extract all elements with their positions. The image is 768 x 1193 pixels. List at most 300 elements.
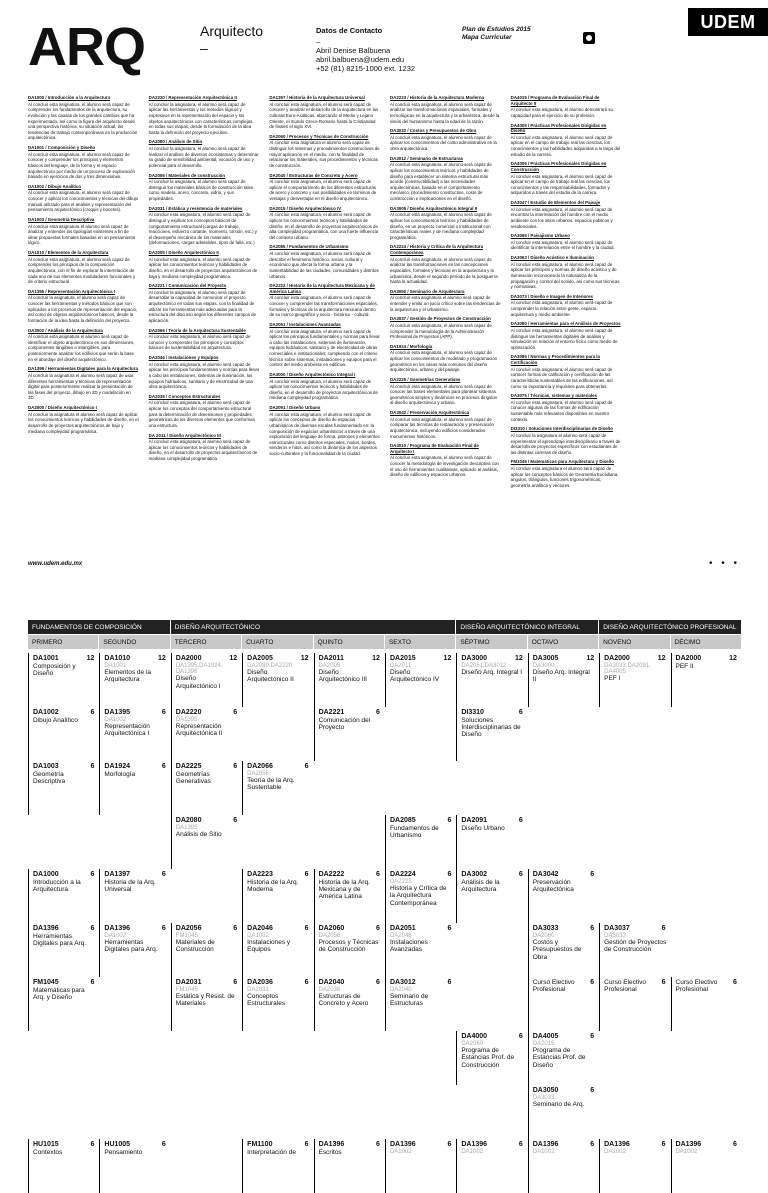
course-description-text: Al concluir esta asignatura, el alumno será capaz de analizar las transformaciones en las concepciones espaciales, formales y técnicas en la arquitectura y la urbanística, desde el segundo período de la postguerra hasta la actualidad. xyxy=(389,256,498,285)
course-name: Fundamentos de Urbanismo xyxy=(389,824,439,840)
course-cell[interactable] xyxy=(456,1139,527,1193)
course-prerequisites: DA2080,DA2220 xyxy=(247,662,293,669)
course-description xyxy=(390,128,501,152)
course-description xyxy=(511,123,622,158)
course-cell[interactable] xyxy=(314,1139,385,1193)
course-cell[interactable] xyxy=(314,869,385,923)
course-description xyxy=(149,328,260,352)
course-cell[interactable] xyxy=(99,869,170,923)
course-prerequisites: DA1002 xyxy=(104,716,127,723)
course-description xyxy=(511,95,622,119)
course-description-text: Al concluir esta asignatura, el alumno será capaz de identificar la interrelación entre el hombre y la ciudad. xyxy=(510,239,615,251)
course-description-title: DA1002 / Dibujo Analítico xyxy=(28,183,82,189)
course-description-title: DA1396 / Herramientas Digitales para la Arquitectura xyxy=(28,366,138,372)
course-description-title: DA2222 / Historia de la Arquitectura Mexicana y de América Latina xyxy=(269,283,375,294)
course-credits: 6 xyxy=(233,763,238,770)
course-credits: 6 xyxy=(733,1141,737,1148)
course-cell[interactable] xyxy=(171,653,242,707)
course-cell[interactable] xyxy=(242,977,313,1031)
course-description xyxy=(269,322,380,368)
udem-mark-icon xyxy=(583,32,595,44)
course-prerequisites: DA2011 xyxy=(389,662,412,669)
course-code: DA3033 xyxy=(532,925,559,932)
course-description xyxy=(269,405,380,457)
empty-cell xyxy=(242,1031,313,1085)
course-cell[interactable] xyxy=(314,977,385,1031)
semester-header: PRIMERO xyxy=(28,635,99,649)
course-description-title: DA3012 / Seminario de Estructuras xyxy=(389,155,463,161)
empty-cell xyxy=(314,1085,385,1139)
course-description-text: Al concluir esta asignatura, el alumno será capaz de aplicar los conocimientos teóricos y habilidades de diseño, en el desarrollo de proyectos arquitectónicos de mediana complejidad programática. xyxy=(148,439,258,461)
course-description xyxy=(511,321,622,350)
course-cell[interactable] xyxy=(314,653,385,707)
course-cell[interactable] xyxy=(171,923,242,977)
course-credits: 12 xyxy=(657,655,666,662)
course-cell[interactable] xyxy=(314,707,385,761)
course-prerequisites: DA1395,DA1924, DA1396 xyxy=(175,662,223,676)
empty-cell xyxy=(171,1139,242,1193)
course-prerequisites: DA1002 xyxy=(461,1148,484,1155)
course-cell[interactable] xyxy=(528,923,599,977)
course-description xyxy=(28,95,139,141)
course-cell[interactable] xyxy=(385,869,456,923)
empty-cell xyxy=(528,707,599,761)
course-description-title: DA2051 / Instalaciones Avanzadas xyxy=(269,321,341,327)
course-description-title: DA3073 / Diseño e Imagen de Interiores xyxy=(510,293,593,299)
course-cell[interactable] xyxy=(599,977,670,1031)
course-code: DA2225 xyxy=(175,763,202,770)
course-cell[interactable] xyxy=(242,653,313,707)
course-credits: 6 xyxy=(304,871,309,878)
course-description-title: DA3000 / Diseño Arquitectónico Integral I xyxy=(269,371,356,377)
course-cell[interactable] xyxy=(456,707,527,761)
course-name: Diseño Arq. Integral I xyxy=(461,669,523,677)
semester-header: TERCERO xyxy=(171,635,242,649)
course-description-title: DA3047 / Estudio de Elementos del Paisaje xyxy=(510,200,601,205)
course-cell[interactable] xyxy=(671,653,742,707)
course-credits: 6 xyxy=(590,1087,595,1094)
course-prerequisites: DA1002 xyxy=(389,1148,412,1155)
course-name: Herramientas Digitales para Arq. xyxy=(104,939,158,954)
course-credits: 6 xyxy=(161,763,166,770)
course-description xyxy=(511,200,622,229)
course-description-text: Al concluir esta asignatura, el alumno será capaz de conocer y comprender los principios y conceptos básicos de sustentabilidad en arquitectura. xyxy=(148,334,251,351)
course-prerequisites: DA1002 xyxy=(675,1148,698,1155)
course-code: DA1396 xyxy=(33,925,59,932)
course-cell[interactable] xyxy=(671,977,742,1031)
course-description-title: DA3075 / Técnicas, sistemas y materiales xyxy=(510,393,598,399)
contact-phone: +52 (81) 8215-1000 ext. 1232 xyxy=(316,64,416,73)
course-cell[interactable] xyxy=(99,1139,170,1193)
course-cell[interactable] xyxy=(242,761,313,815)
course-description-title: DA3065 / Paisajismo Urbano xyxy=(510,233,570,239)
course-row xyxy=(28,653,742,707)
course-description xyxy=(511,426,622,455)
empty-cell xyxy=(28,1031,99,1085)
course-credits: 6 xyxy=(376,979,380,986)
course-description xyxy=(511,354,622,389)
semester-header: SÉPTIMO xyxy=(456,635,527,649)
course-code: DA1003 xyxy=(33,763,59,770)
course-code: FM1100 xyxy=(247,1141,273,1148)
course-cell[interactable] xyxy=(28,869,99,923)
course-description-text: Al concluir esta asignatura, el alumno será capaz de aplicar los conocimientos teóricos y habilidades de diseño, en el desarrollo de proyectos arquitectónicos de baja y mediana complejidad programática. xyxy=(148,256,258,279)
course-description-text: Al concluir la asignatura, el alumno será capaz de aplicar las herramientas y los métodos lógicos y expresivos en la representación del espacio y los objetos arquitectónicos con características complejas, en todas sus etapas, desde la formulación de la idea hasta la definición del proyecto ejecutivo. xyxy=(148,101,254,135)
course-description-title: DI3310 / Soluciones Interdisciplinarias de Diseño xyxy=(510,426,613,432)
empty-cell xyxy=(28,815,99,869)
contact-email[interactable]: abril.balbuena@udem.edu xyxy=(316,55,405,64)
course-name: Diseño Urbano xyxy=(461,824,505,832)
course-cell[interactable] xyxy=(28,1139,99,1193)
course-name: Diseño Arquitectónico II xyxy=(247,669,294,684)
course-description xyxy=(511,255,622,290)
course-description xyxy=(511,294,622,318)
course-description-text: Al concluir esta asignatura, el alumno será capaz de aplicar los conocimientos teóricos y habilidades de diseño, en el desarrollo de proyectos arquitectónicos de alta complejidad programática, con una fuerte influencia del contexto urbano. xyxy=(269,212,379,240)
course-code: DA2085 xyxy=(389,817,416,824)
empty-cell xyxy=(599,869,670,923)
course-name: Escritos xyxy=(318,1148,342,1156)
course-cell[interactable] xyxy=(599,653,670,707)
course-description xyxy=(269,134,380,169)
course-name: Historia y Crítica de la Arquitectura Contemporánea xyxy=(389,885,447,907)
course-prerequisites: DA1395 xyxy=(175,716,198,723)
course-description-title: DA1395 / Representación Arquitectónica I xyxy=(28,288,115,294)
course-code: DA3005 xyxy=(532,655,559,662)
course-credits: 6 xyxy=(233,925,238,932)
course-cell[interactable] xyxy=(28,977,99,1031)
course-cell[interactable] xyxy=(456,653,527,707)
course-credits: 6 xyxy=(161,871,166,878)
course-prerequisites: DA1001 xyxy=(104,662,127,669)
course-prerequisites: DA2005 xyxy=(318,662,341,669)
course-code: DA3037 xyxy=(604,925,630,932)
course-description-text: Al concluir esta asignatura, el alumno será capaz de conocer formas de calificación y certificación de las características sustentables de las edificaciones, así como su importancia y requisitos para obtenerlas. xyxy=(510,366,613,389)
course-cell[interactable] xyxy=(242,1139,313,1193)
course-code: DA2031 xyxy=(175,979,202,986)
course-cell[interactable] xyxy=(28,923,99,977)
course-name: Materiales de Construcción xyxy=(175,939,215,954)
semester-header: NOVENO xyxy=(599,635,670,649)
empty-cell xyxy=(599,815,670,869)
course-description-text: Al concluir esta asignatura, el alumno será capaz de conocer y aplicar los conocimientos y técnicas del dibujo manual utilizado para el análisis y representación del pensamiento arquitectónico (croquis y bocetos). xyxy=(28,190,139,213)
course-cell[interactable] xyxy=(242,869,313,923)
semester-header: QUINTO xyxy=(314,635,385,649)
course-credits: 6 xyxy=(161,709,166,716)
category-header: FUNDAMENTOS DE COMPOSICIÓN xyxy=(28,620,171,634)
course-credits: 12 xyxy=(586,655,595,662)
course-description-text: Al concluir esta asignatura, el alumno será capaz de aplicar los conocimientos del costo administrativo en la obra arquitectónica. xyxy=(389,134,497,151)
course-description-text: Al concluir esta asignatura el alumno será capaz de analizar y entender las tipologías existentes a fin de idear propuestas formales basadas en un pensamiento lógico. xyxy=(28,223,136,246)
course-name: Contextos xyxy=(33,1148,63,1156)
course-name: Instalaciones Avanzadas xyxy=(389,939,428,954)
course-credits: 6 xyxy=(90,709,95,716)
plan-year: Plan de Estudios 2015 xyxy=(462,26,531,33)
course-description xyxy=(149,355,260,390)
course-description xyxy=(28,366,139,401)
course-row xyxy=(28,1139,742,1193)
course-code: DA2056 xyxy=(175,925,202,932)
course-credits: 12 xyxy=(443,655,452,662)
course-row xyxy=(28,1085,742,1139)
empty-cell xyxy=(671,815,742,869)
course-cell[interactable] xyxy=(385,977,456,1031)
course-description xyxy=(269,283,380,318)
course-cell[interactable] xyxy=(385,653,456,707)
course-description-title: DA1001 / Composición y Diseño xyxy=(28,145,96,150)
course-credits: 6 xyxy=(518,709,523,716)
course-description xyxy=(149,206,260,246)
course-code: DA2000 xyxy=(604,655,630,662)
course-description xyxy=(149,250,260,279)
course-description-text: Al concluir esta asignatura, el alumno será capaz de aplicar los conocimientos teóricos y habilidades de diseño para establecer un sistema estructural más acorde (constructibilidad) a las necesidades arquitectónicas, basado en el comportamiento mecánico, procedimiento constructivo, costo de construcción e implicaciones en el diseño. xyxy=(389,162,492,201)
course-description-title: DA4005 / Prácticas Profesionales Dirigidas en Diseño xyxy=(510,122,607,134)
course-description-title: DA2066 / Teoría de la Arquitectura Sustentable xyxy=(148,327,246,333)
course-description-title: DA3050 / Seminario de Arquitectura xyxy=(389,288,465,294)
course-grid xyxy=(28,653,742,1193)
course-code: DI3310 xyxy=(461,709,484,716)
program-dash: – xyxy=(200,40,208,56)
course-credits: 6 xyxy=(661,979,666,986)
course-credits: 6 xyxy=(590,979,595,986)
course-cell[interactable] xyxy=(314,923,385,977)
course-code: DA2080 xyxy=(175,817,202,824)
course-cell[interactable] xyxy=(99,761,170,815)
course-code: DA3012 xyxy=(389,979,416,986)
contact-name: Abril Denise Balbuena xyxy=(316,46,391,55)
course-description xyxy=(28,328,139,363)
course-cell[interactable] xyxy=(171,707,242,761)
description-column xyxy=(28,95,139,555)
course-credits: 6 xyxy=(590,925,595,932)
course-name: Programa de Estancias Prof. de Diseño xyxy=(532,1047,586,1069)
course-row xyxy=(28,761,742,815)
empty-cell xyxy=(242,707,313,761)
course-code: DA2091 xyxy=(461,817,488,824)
course-credits: 12 xyxy=(514,655,523,662)
course-description-text: Al concluir esta asignatura, el alumno será capaz de comprender la metodología de la Administración Profesional de Proyectos (APP). xyxy=(389,322,492,340)
course-description-title: FM1045 / Matemáticas para Arquitectura y Diseño xyxy=(510,459,614,465)
course-cell[interactable] xyxy=(528,1085,599,1139)
course-credits: 6 xyxy=(661,1141,666,1148)
course-description-title: DA3005 / Diseño Arquitectónico Integral II xyxy=(389,205,478,211)
course-description-title: DA2046 / Instalaciones y Equipos xyxy=(148,355,219,360)
course-cell[interactable] xyxy=(171,977,242,1031)
course-cell[interactable] xyxy=(28,761,99,815)
course-name: Estática y Resist. de Materiales xyxy=(175,993,235,1008)
course-credits: 6 xyxy=(518,817,523,824)
contact-title: Datos de Contacto xyxy=(316,26,383,35)
course-credits: 6 xyxy=(376,709,380,716)
course-description xyxy=(390,206,501,241)
course-cell[interactable] xyxy=(456,869,527,923)
course-cell[interactable] xyxy=(385,923,456,977)
course-credits: 12 xyxy=(86,655,95,662)
course-prerequisites: DA2040 xyxy=(389,986,412,993)
course-description-title: DA2221 / Comunicación del Proyecto xyxy=(148,283,227,289)
course-cell[interactable] xyxy=(528,977,599,1031)
course-description-title: DA3063 / Diseño Acústico e Iluminación xyxy=(510,255,594,260)
course-credits: 6 xyxy=(447,979,452,986)
course-credits: 12 xyxy=(157,655,166,662)
course-description-title: DA2056 / Materiales de construcción xyxy=(148,172,226,178)
course-description-title: DA4006 / Prácticas Profesionales Dirigidas en Construcción xyxy=(510,161,607,172)
course-code: DA1395 xyxy=(104,709,131,716)
course-name: Curso Electivo Profesional xyxy=(532,979,575,994)
course-description-text: Al concluir la asignatura el alumno será capaz de experimentar el aprendizaje interdisciplinario a través de desarrollo de proyectos específicos con estudiantes de las distintas carreras de diseño. xyxy=(510,432,621,455)
course-description-text: Al concluir esta asignatura, el alumno demostrará su capacidad para el ejercicio de su profesión. xyxy=(510,107,613,118)
course-description-title: DA1010 / Elementos de la Arquitectura xyxy=(28,250,109,255)
course-credits: 6 xyxy=(376,871,380,878)
course-description-text: Al concluir esta asignatura el alumno será capaz de aplicar los conceptos básicos de Geometría Euclidiana, ángulos, triángulos, funciones trigonométricas, geometría analítica y vectores. xyxy=(510,466,619,488)
course-description-text: Al concluir esta asignatura, el alumno será capaz de comprender los principios de la composición arquitectónica, con el fin de explorar la interrelación de cada uno de sus elementos moduladores funcionales y de criterio estructural. xyxy=(28,256,136,285)
course-name: Pensamiento xyxy=(104,1148,143,1156)
course-credits: 12 xyxy=(729,655,737,662)
course-name: Teoría de la Arq. Sustentable xyxy=(247,777,295,792)
course-prerequisites: DA1002 xyxy=(104,932,127,939)
course-name: Geometrías Generativas xyxy=(175,770,211,786)
course-description-text: Al concluir la asignatura, el alumno será capaz de realizar el análisis de diversos ecosistemas y determinar su grado de sensibilidad ambiental, vocación de uso y potencial para el desarrollo. xyxy=(148,146,259,168)
course-code: DA2015 xyxy=(389,655,416,662)
course-cell[interactable] xyxy=(528,1139,599,1193)
course-cell[interactable] xyxy=(28,653,99,707)
course-description-text: Al concluir esta asignatura, el alumno será capaz de aplicar los principios fundamentales y normas para llevar a cabo las instalaciones, sistemas de iluminación, los equipos hidráulicos, sanitario y de electricidad de una obra arquitectónica. xyxy=(148,361,260,390)
empty-cell xyxy=(599,1085,670,1139)
course-cell[interactable] xyxy=(99,653,170,707)
course-name: Diseño Arq. Integral II xyxy=(532,669,590,684)
empty-cell xyxy=(599,761,670,815)
course-cell[interactable] xyxy=(528,653,599,707)
course-code: HU1005 xyxy=(104,1141,131,1148)
course-description xyxy=(511,393,622,422)
course-description xyxy=(390,244,501,284)
course-cell[interactable] xyxy=(28,707,99,761)
course-description xyxy=(149,433,260,462)
course-cell[interactable] xyxy=(171,761,242,815)
course-cell[interactable] xyxy=(528,1031,599,1085)
plan-map-label: Mapa Curricular xyxy=(462,34,512,42)
course-name: Interpretación de xyxy=(247,1148,296,1156)
course-name: Introducción a la Arquitectura xyxy=(33,878,81,894)
course-credits: 6 xyxy=(90,763,95,770)
course-credits: 6 xyxy=(304,763,309,770)
course-code: DA1010 xyxy=(104,655,131,662)
course-cell[interactable] xyxy=(385,1139,456,1193)
course-cell[interactable] xyxy=(599,923,670,977)
course-cell[interactable] xyxy=(528,869,599,923)
course-description xyxy=(269,173,380,202)
course-prerequisites: FM1045 xyxy=(175,986,198,993)
empty-cell xyxy=(671,1031,742,1085)
course-cell[interactable] xyxy=(171,815,242,869)
course-description-title: DA2031 / Estática y resistencia de materiales xyxy=(148,205,243,211)
category-header: DISEÑO ARQUITECTÓNICO INTEGRAL xyxy=(456,620,599,634)
description-column xyxy=(511,95,622,555)
empty-cell xyxy=(314,1031,385,1085)
course-cell[interactable] xyxy=(671,1139,742,1193)
course-prerequisites: DA3000 xyxy=(532,662,555,669)
course-name: Dibujo Analítico xyxy=(33,716,78,724)
course-code: DA1396 xyxy=(318,1141,345,1148)
course-description xyxy=(511,459,622,488)
empty-cell xyxy=(671,923,742,977)
course-prerequisites: DA1395 xyxy=(175,824,198,831)
course-row xyxy=(28,1031,742,1085)
course-description-text: Al concluir esta asignatura el alumno será capaz de identificar el objeto arquitectónico en sus dimensiones, componentes tangibles e intangibles, para posteriormente analizar los edificios que serán la base en el abordaje del diseño arquitectónico. xyxy=(28,334,135,362)
course-credits: 6 xyxy=(233,817,238,824)
course-cell[interactable] xyxy=(99,707,170,761)
empty-cell xyxy=(242,815,313,869)
course-description-text: Al concluir esta asignatura, el alumno será capaz de describir el fenómeno histórico, social, cultural y económico que afecta la forma urbana y la sustentabilidad de las ciudades, comunidades y distritos urbanos. xyxy=(269,251,379,279)
course-credits: 6 xyxy=(304,1141,309,1148)
course-code: DA2221 xyxy=(318,709,345,716)
course-code: FM1045 xyxy=(33,979,59,986)
curriculum-map xyxy=(28,620,742,1156)
course-code: HU1015 xyxy=(33,1141,59,1148)
course-cell[interactable] xyxy=(385,815,456,869)
course-description-title: DA3002 / Análisis de la Arquitectura xyxy=(28,327,103,333)
category-header-row xyxy=(28,620,742,634)
course-description-text: Al concluir esta asignatura, el alumno será capaz de aplicar los conocimientos teóricos y habilidades de diseño, en el desarrollo de proyectos arquitectónicos de mediana complejidad programática. xyxy=(269,378,378,401)
course-name: PEF I xyxy=(604,675,621,683)
course-description-title: DA2080 / Análisis de Sitio xyxy=(148,139,203,145)
course-cell[interactable] xyxy=(99,923,170,977)
course-credits: 6 xyxy=(90,871,95,878)
course-description-text: Al concluir esta asignatura, el alumno será capaz de comprender la relación entre gente, espacio, arquitectura y medio ambiente. xyxy=(510,300,613,317)
empty-cell xyxy=(671,707,742,761)
course-description xyxy=(390,95,501,124)
course-description xyxy=(390,156,501,202)
semester-header: CUARTO xyxy=(242,635,313,649)
course-name: Elementos de la Arquitectura xyxy=(104,669,152,684)
empty-cell xyxy=(528,761,599,815)
course-row xyxy=(28,815,742,869)
course-description-title: DA3032 / Costos y Presupuestos de Obra xyxy=(389,128,477,134)
website-link[interactable]: www.udem.edu.mx xyxy=(28,561,83,567)
page-header xyxy=(0,0,768,90)
course-code: DA2051 xyxy=(389,925,416,932)
course-prerequisites: DA1002 xyxy=(247,932,269,939)
course-code: DA2011 xyxy=(318,655,344,662)
course-cell[interactable] xyxy=(456,815,527,869)
empty-cell xyxy=(171,1085,242,1139)
plan-info xyxy=(462,26,531,42)
course-prerequisites: FM1045 xyxy=(175,932,198,939)
course-code: DA2220 xyxy=(175,709,202,716)
empty-cell xyxy=(28,1085,99,1139)
course-credits: 6 xyxy=(518,1141,523,1148)
empty-cell xyxy=(99,815,170,869)
course-description xyxy=(390,316,501,340)
course-cell[interactable] xyxy=(599,1139,670,1193)
course-name: Curso Electivo Profesional xyxy=(604,979,647,994)
course-row xyxy=(28,977,742,1031)
course-description-title: DA4015 / Programa de Evaluación Final de Arquitecto II xyxy=(510,95,600,106)
course-description-text: Al concluir la asignatura, el alumno será capaz de desarrollar la capacidad de comunicar el proyecto arquitectónico en todas sus etapas, con la finalidad de utilizar los herramientas más adecuadas para la estructura del discurso según los diferentes campos de aplicación. xyxy=(148,289,257,323)
empty-cell xyxy=(99,1031,170,1085)
course-code: DA2046 xyxy=(247,925,273,932)
course-cell[interactable] xyxy=(456,1031,527,1085)
program-title: Arquitecto xyxy=(200,23,264,39)
course-credits: 6 xyxy=(233,709,238,716)
course-cell[interactable] xyxy=(242,923,313,977)
course-description xyxy=(149,283,260,323)
course-credits: 6 xyxy=(304,925,309,932)
course-credits: 6 xyxy=(304,979,309,986)
empty-cell xyxy=(385,707,456,761)
course-credits: 12 xyxy=(229,655,238,662)
course-credits: 6 xyxy=(447,1141,452,1148)
course-description-title: DA1397 / Historia de la Arquitectura Universal xyxy=(269,95,365,100)
